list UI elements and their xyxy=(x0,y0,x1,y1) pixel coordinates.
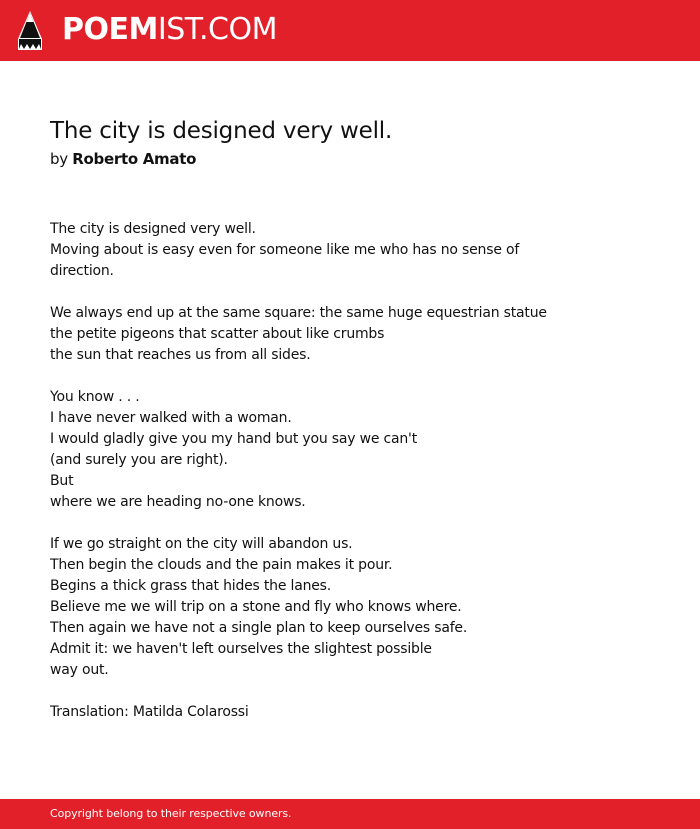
poem-body xyxy=(50,219,670,744)
poem-line: You know . . . xyxy=(50,389,140,405)
poem-byline xyxy=(50,149,196,169)
poem-author[interactable]: Roberto Amato xyxy=(72,150,197,168)
poem-line: direction. xyxy=(50,263,114,279)
poem-line: the sun that reaches us from all sides. xyxy=(50,347,311,363)
poem-title: The city is designed very well. xyxy=(50,118,393,144)
poem-line: I have never walked with a woman. xyxy=(50,410,292,426)
site-footer xyxy=(0,799,700,829)
poem-stanza xyxy=(50,702,670,723)
poem-line: Believe me we will trip on a stone and fly who knows where. xyxy=(50,599,462,615)
poem-stanza xyxy=(50,387,670,513)
poem-stanza xyxy=(50,534,670,681)
poem-line: Then again we have not a single plan to keep ourselves safe. xyxy=(50,620,468,636)
poem-stanza xyxy=(50,219,670,282)
poem-line: Then begin the clouds and the pain makes it pour. xyxy=(50,557,393,573)
logo-text-light: IST.COM xyxy=(157,12,277,47)
poem-line: way out. xyxy=(50,662,109,678)
poem-line: We always end up at the same square: the same huge equestrian statue xyxy=(50,305,547,321)
by-label: by xyxy=(50,150,68,168)
site-logo[interactable] xyxy=(62,12,277,48)
poem-line: where we are heading no-one knows. xyxy=(50,494,306,510)
pencil-tip-icon[interactable] xyxy=(17,10,43,51)
poem-line: If we go straight on the city will abandon us. xyxy=(50,536,353,552)
poem-line: (and surely you are right). xyxy=(50,452,228,468)
poem-line: Moving about is easy even for someone like me who has no sense of xyxy=(50,242,520,258)
poem-line: Translation: Matilda Colarossi xyxy=(50,704,249,720)
poem-line: Admit it: we haven't left ourselves the slightest possible xyxy=(50,641,432,657)
site-header xyxy=(0,0,700,61)
poem-line: Begins a thick grass that hides the lanes. xyxy=(50,578,332,594)
copyright-text: Copyright belong to their respective owners. xyxy=(50,807,292,820)
poem-line: But xyxy=(50,473,74,489)
logo-text-bold: POEM xyxy=(62,12,158,47)
poem-line: the petite pigeons that scatter about like crumbs xyxy=(50,326,385,342)
poem-line: The city is designed very well. xyxy=(50,221,256,237)
poem-stanza xyxy=(50,303,670,366)
poem-line: I would gladly give you my hand but you say we can't xyxy=(50,431,417,447)
